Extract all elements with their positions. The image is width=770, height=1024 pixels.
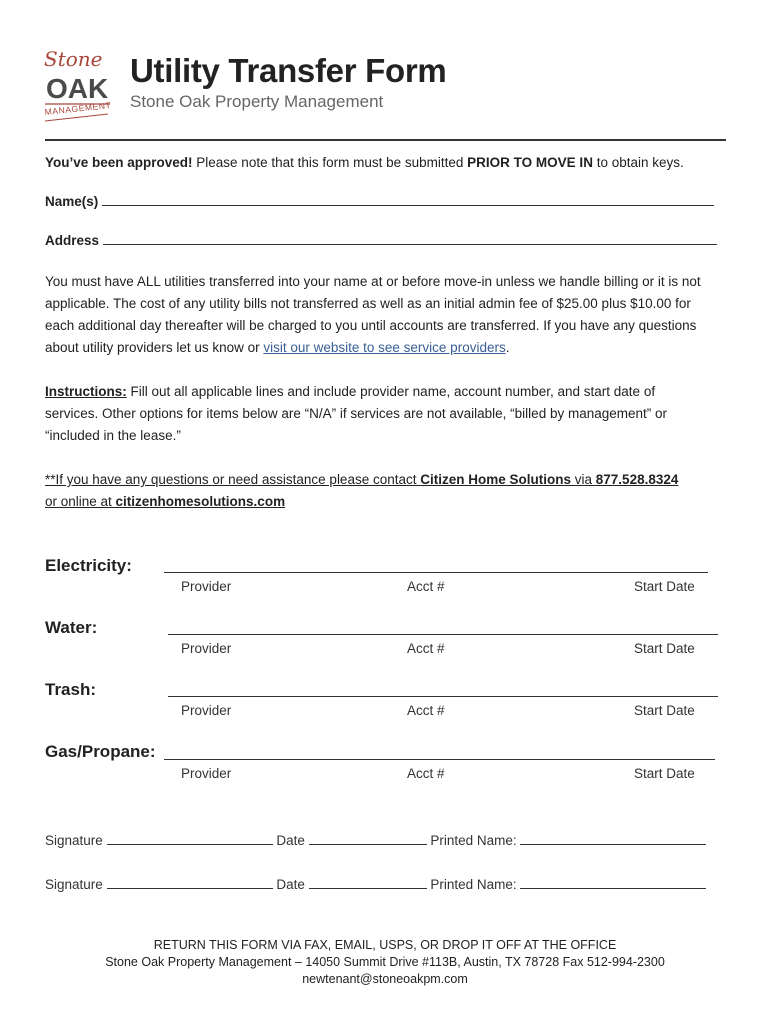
electricity-label: Electricity:	[45, 556, 132, 575]
footer-return-instructions: RETURN THIS FORM VIA FAX, EMAIL, USPS, OR DROP IT OFF AT THE OFFICE	[153, 938, 617, 952]
date-label: Date	[276, 833, 305, 848]
contact-paragraph	[45, 469, 735, 513]
logo-oak-text: OAK	[46, 73, 109, 104]
date-label: Date	[276, 877, 305, 892]
names-label: Name(s)	[45, 194, 99, 209]
electricity-start-label: Start Date	[634, 579, 695, 594]
trash-acct-label: Acct #	[407, 703, 445, 718]
footer-address: Stone Oak Property Management – 14050 Summit Drive #113B, Austin, TX 78728 Fax 512-994-2300	[105, 955, 665, 969]
contact-company: Citizen Home Solutions	[420, 472, 572, 487]
water-input-line[interactable]	[168, 634, 718, 635]
names-input-line[interactable]	[102, 193, 714, 206]
water-provider-label: Provider	[181, 641, 232, 656]
printed-name-label: Printed Name:	[430, 833, 517, 848]
signature-input-line[interactable]	[107, 832, 273, 845]
printed-name-input-line[interactable]	[520, 832, 706, 845]
electricity-input-line[interactable]	[164, 572, 708, 573]
gas-propane-label: Gas/Propane:	[45, 742, 156, 761]
signature-row-2	[45, 876, 706, 892]
notice-text: You must have ALL utilities transferred into your name at or before move-in unless we handle billing or it is not applicable. The cost of any utility bills not transferred as well as an initial admin fee of $25.00 plus $10.00 for each additional day thereafter will be charged to you until accounts are transferred. If you have any questions about utility providers let us know or	[45, 274, 701, 355]
contact-phone[interactable]: 877.528.8324	[595, 472, 679, 487]
instructions-text: Fill out all applicable lines and include provider name, account number, and start date of services. Other options for items below are “N/A” if services are not available, “billed by management” or “included in the lease.”	[45, 384, 668, 443]
intro-paragraph	[45, 152, 735, 174]
printed-name-label: Printed Name:	[430, 877, 517, 892]
approved-text: You’ve been approved!	[45, 155, 193, 170]
gas-propane-provider-label: Provider	[181, 766, 232, 781]
intro-middle: Please note that this form must be submitted	[192, 155, 468, 170]
service-providers-link[interactable]: visit our website to see service providers	[263, 340, 506, 355]
company-logo	[42, 46, 114, 126]
page-title: Utility Transfer Form	[130, 52, 447, 89]
contact-online: or online at	[45, 494, 116, 509]
signature-row-1	[45, 832, 706, 848]
names-field-row	[45, 191, 735, 213]
date-input-line[interactable]	[309, 876, 427, 889]
gas-propane-acct-label: Acct #	[407, 766, 445, 781]
footer-email[interactable]: newtenant@stoneoakpm.com	[302, 972, 468, 986]
footer	[0, 937, 770, 988]
instructions-label: Instructions:	[45, 384, 127, 399]
notice-end: .	[505, 340, 510, 355]
signature-input-line[interactable]	[107, 876, 273, 889]
printed-name-input-line[interactable]	[520, 876, 706, 889]
logo-management-text: MANAGEMENT	[44, 100, 112, 117]
intro-end: to obtain keys.	[592, 155, 684, 170]
contact-via: via	[571, 472, 596, 487]
trash-start-label: Start Date	[634, 703, 695, 718]
contact-website[interactable]: citizenhomesolutions.com	[115, 494, 286, 509]
gas-propane-input-line[interactable]	[164, 759, 715, 760]
instructions-paragraph	[45, 381, 705, 447]
address-field-row	[45, 230, 735, 252]
notice-paragraph	[45, 271, 723, 359]
address-label: Address	[45, 233, 100, 248]
date-input-line[interactable]	[309, 832, 427, 845]
address-input-line[interactable]	[103, 232, 717, 245]
prior-text: PRIOR TO MOVE IN	[467, 155, 593, 170]
water-start-label: Start Date	[634, 641, 695, 656]
header-divider	[45, 139, 726, 141]
water-label: Water:	[45, 618, 98, 637]
contact-prefix: **If you have any questions or need assistance please contact	[45, 472, 421, 487]
water-acct-label: Acct #	[407, 641, 445, 656]
electricity-provider-label: Provider	[181, 579, 232, 594]
trash-input-line[interactable]	[168, 696, 718, 697]
trash-provider-label: Provider	[181, 703, 232, 718]
signature-label: Signature	[45, 833, 103, 848]
signature-label: Signature	[45, 877, 103, 892]
trash-label: Trash:	[45, 680, 97, 699]
page-subtitle: Stone Oak Property Management	[130, 92, 384, 111]
electricity-acct-label: Acct #	[407, 579, 445, 594]
logo-stone-text: Stone	[44, 47, 103, 71]
gas-propane-start-label: Start Date	[634, 766, 695, 781]
